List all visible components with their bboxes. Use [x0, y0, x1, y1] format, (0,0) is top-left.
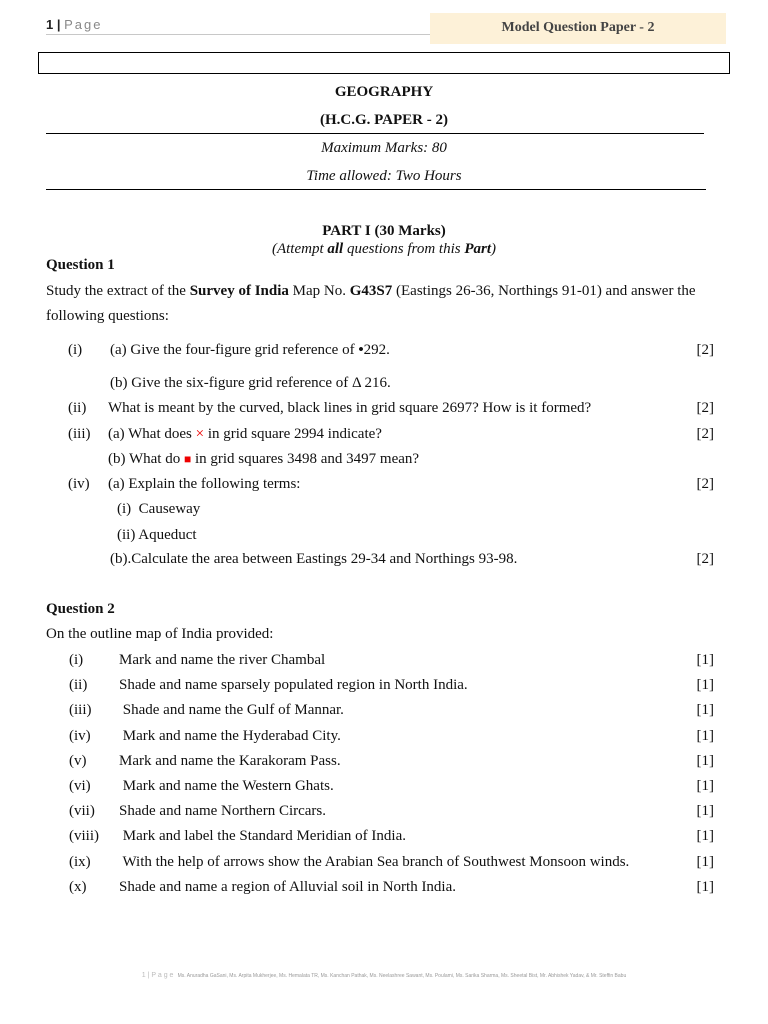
q2-item: [0, 702, 768, 722]
q2-item: [0, 828, 768, 848]
q2-item-number: (v): [69, 752, 87, 769]
q1-item-i: (i) (a) Give the four-figure grid reference of •292. [2]: [68, 342, 714, 358]
q2-item-mark: [1]: [696, 652, 714, 668]
q2-item-text: Shade and name sparsely populated region in North India.: [119, 677, 468, 694]
subject-title: GEOGRAPHY: [334, 84, 434, 100]
q2-item: [0, 677, 768, 697]
q1-item-iii: (iii) (a) What does × in grid square 2994 indicate? [2]: [68, 426, 714, 442]
q2-item-text: Mark and label the Standard Meridian of India.: [119, 828, 406, 845]
paper-title: (H.C.G. PAPER - 2): [319, 112, 449, 128]
q1-item-iv-term2: (ii) Aqueduct: [117, 527, 197, 543]
q1-item-ii: (ii) What is meant by the curved, black lines in grid square 2697? How is it formed? [2]: [68, 400, 714, 416]
cross-icon: ×: [195, 426, 205, 442]
q1-item-iii-b: (b) What do ■ in grid squares 3498 and 3497 mean?: [108, 451, 420, 467]
q2-item-number: (vii): [69, 803, 95, 820]
q2-item-mark: [1]: [696, 803, 714, 820]
red-square-icon: ■: [183, 452, 192, 466]
q2-item-number: (ix): [69, 853, 91, 870]
q2-item-text: Shade and name a region of Alluvial soil in North India.: [119, 878, 457, 895]
title-rule-bottom: [46, 189, 706, 190]
header-tag: Model Question Paper - 2: [430, 13, 726, 44]
q1-label: Question 1: [46, 257, 115, 273]
q2-item-mark: [1]: [696, 778, 714, 794]
q1-item-iv: (iv) (a) Explain the following terms: [2]: [68, 476, 714, 492]
time-allowed: Time allowed: Two Hours: [306, 168, 462, 184]
q1-intro-line2: following questions:: [46, 308, 169, 324]
q2-item-mark: [1]: [696, 878, 714, 895]
q2-item-text: Mark and name the river Chambal: [119, 652, 326, 668]
q1-item-iv-b: (b).Calculate the area between Eastings 29-34 and Northings 93-98. [2]: [110, 551, 714, 567]
q2-item-mark: [1]: [696, 828, 714, 845]
q2-item-number: (vi): [69, 778, 91, 794]
q2-item-text: Shade and name the Gulf of Mannar.: [119, 702, 344, 719]
q2-label: Question 2: [46, 601, 115, 617]
q2-item-number: (x): [69, 878, 87, 895]
q2-item: [0, 879, 768, 899]
q2-item: [0, 652, 768, 672]
q2-item-text: Mark and name the Karakoram Pass.: [119, 752, 341, 769]
spot-height-icon: •: [358, 342, 364, 358]
q2-item-number: (ii): [69, 677, 88, 694]
q2-item-number: (i): [69, 652, 84, 668]
part1-heading: PART I (30 Marks): [322, 223, 446, 239]
q2-item: [0, 728, 768, 748]
q2-item-mark: [1]: [696, 702, 714, 719]
header-empty-box: [38, 52, 730, 74]
q2-item-text: Shade and name Northern Circars.: [119, 803, 327, 820]
q1-item-i-b: (b) Give the six-figure grid reference of Δ 216.: [110, 375, 391, 391]
footer: 1 | P a g e Ms. Anuradha GaSani, Ms. Arpita Mukherjee, Ms. Hemalata TR, Ms. Kanchan Pathak, Ms. Neelashree Sawant, Ms. Poulami, Ms. Sarika Sharma, Ms. Sheetal Bist, Mr. Abhishek Yadav, & Mr. Steffin Babu: [141, 972, 627, 979]
title-rule-top: [46, 133, 704, 134]
q2-item-text: Mark and name the Hyderabad City.: [119, 727, 341, 744]
q2-item: [0, 803, 768, 823]
q1-intro: Study the extract of the Survey of India Map No. G43S7 (Eastings 26-36, Northings 91-01) and answer the: [46, 283, 696, 299]
q2-item-mark: [1]: [696, 677, 714, 694]
max-marks: Maximum Marks: 80: [321, 140, 447, 156]
q1-item-iv-term1: (i) Causeway: [117, 501, 201, 517]
q2-item: [0, 753, 768, 773]
q2-item: [0, 854, 768, 874]
q2-item-mark: [1]: [696, 727, 714, 744]
q2-item-number: (iii): [69, 702, 92, 719]
q2-item-text: Mark and name the Western Ghats.: [119, 778, 334, 794]
header-divider: [46, 34, 430, 35]
q2-item-number: (iv): [69, 727, 91, 744]
page-number: 1 | Page: [46, 17, 103, 32]
q2-item: [0, 778, 768, 798]
q2-item-mark: [1]: [696, 853, 714, 870]
q2-item-number: (viii): [69, 828, 99, 845]
q2-item-text: With the help of arrows show the Arabian Sea branch of Southwest Monsoon winds.: [119, 853, 630, 870]
q2-intro: On the outline map of India provided:: [46, 626, 274, 642]
part1-instruction: (Attempt all questions from this Part): [271, 241, 497, 257]
q2-item-mark: [1]: [696, 752, 714, 769]
